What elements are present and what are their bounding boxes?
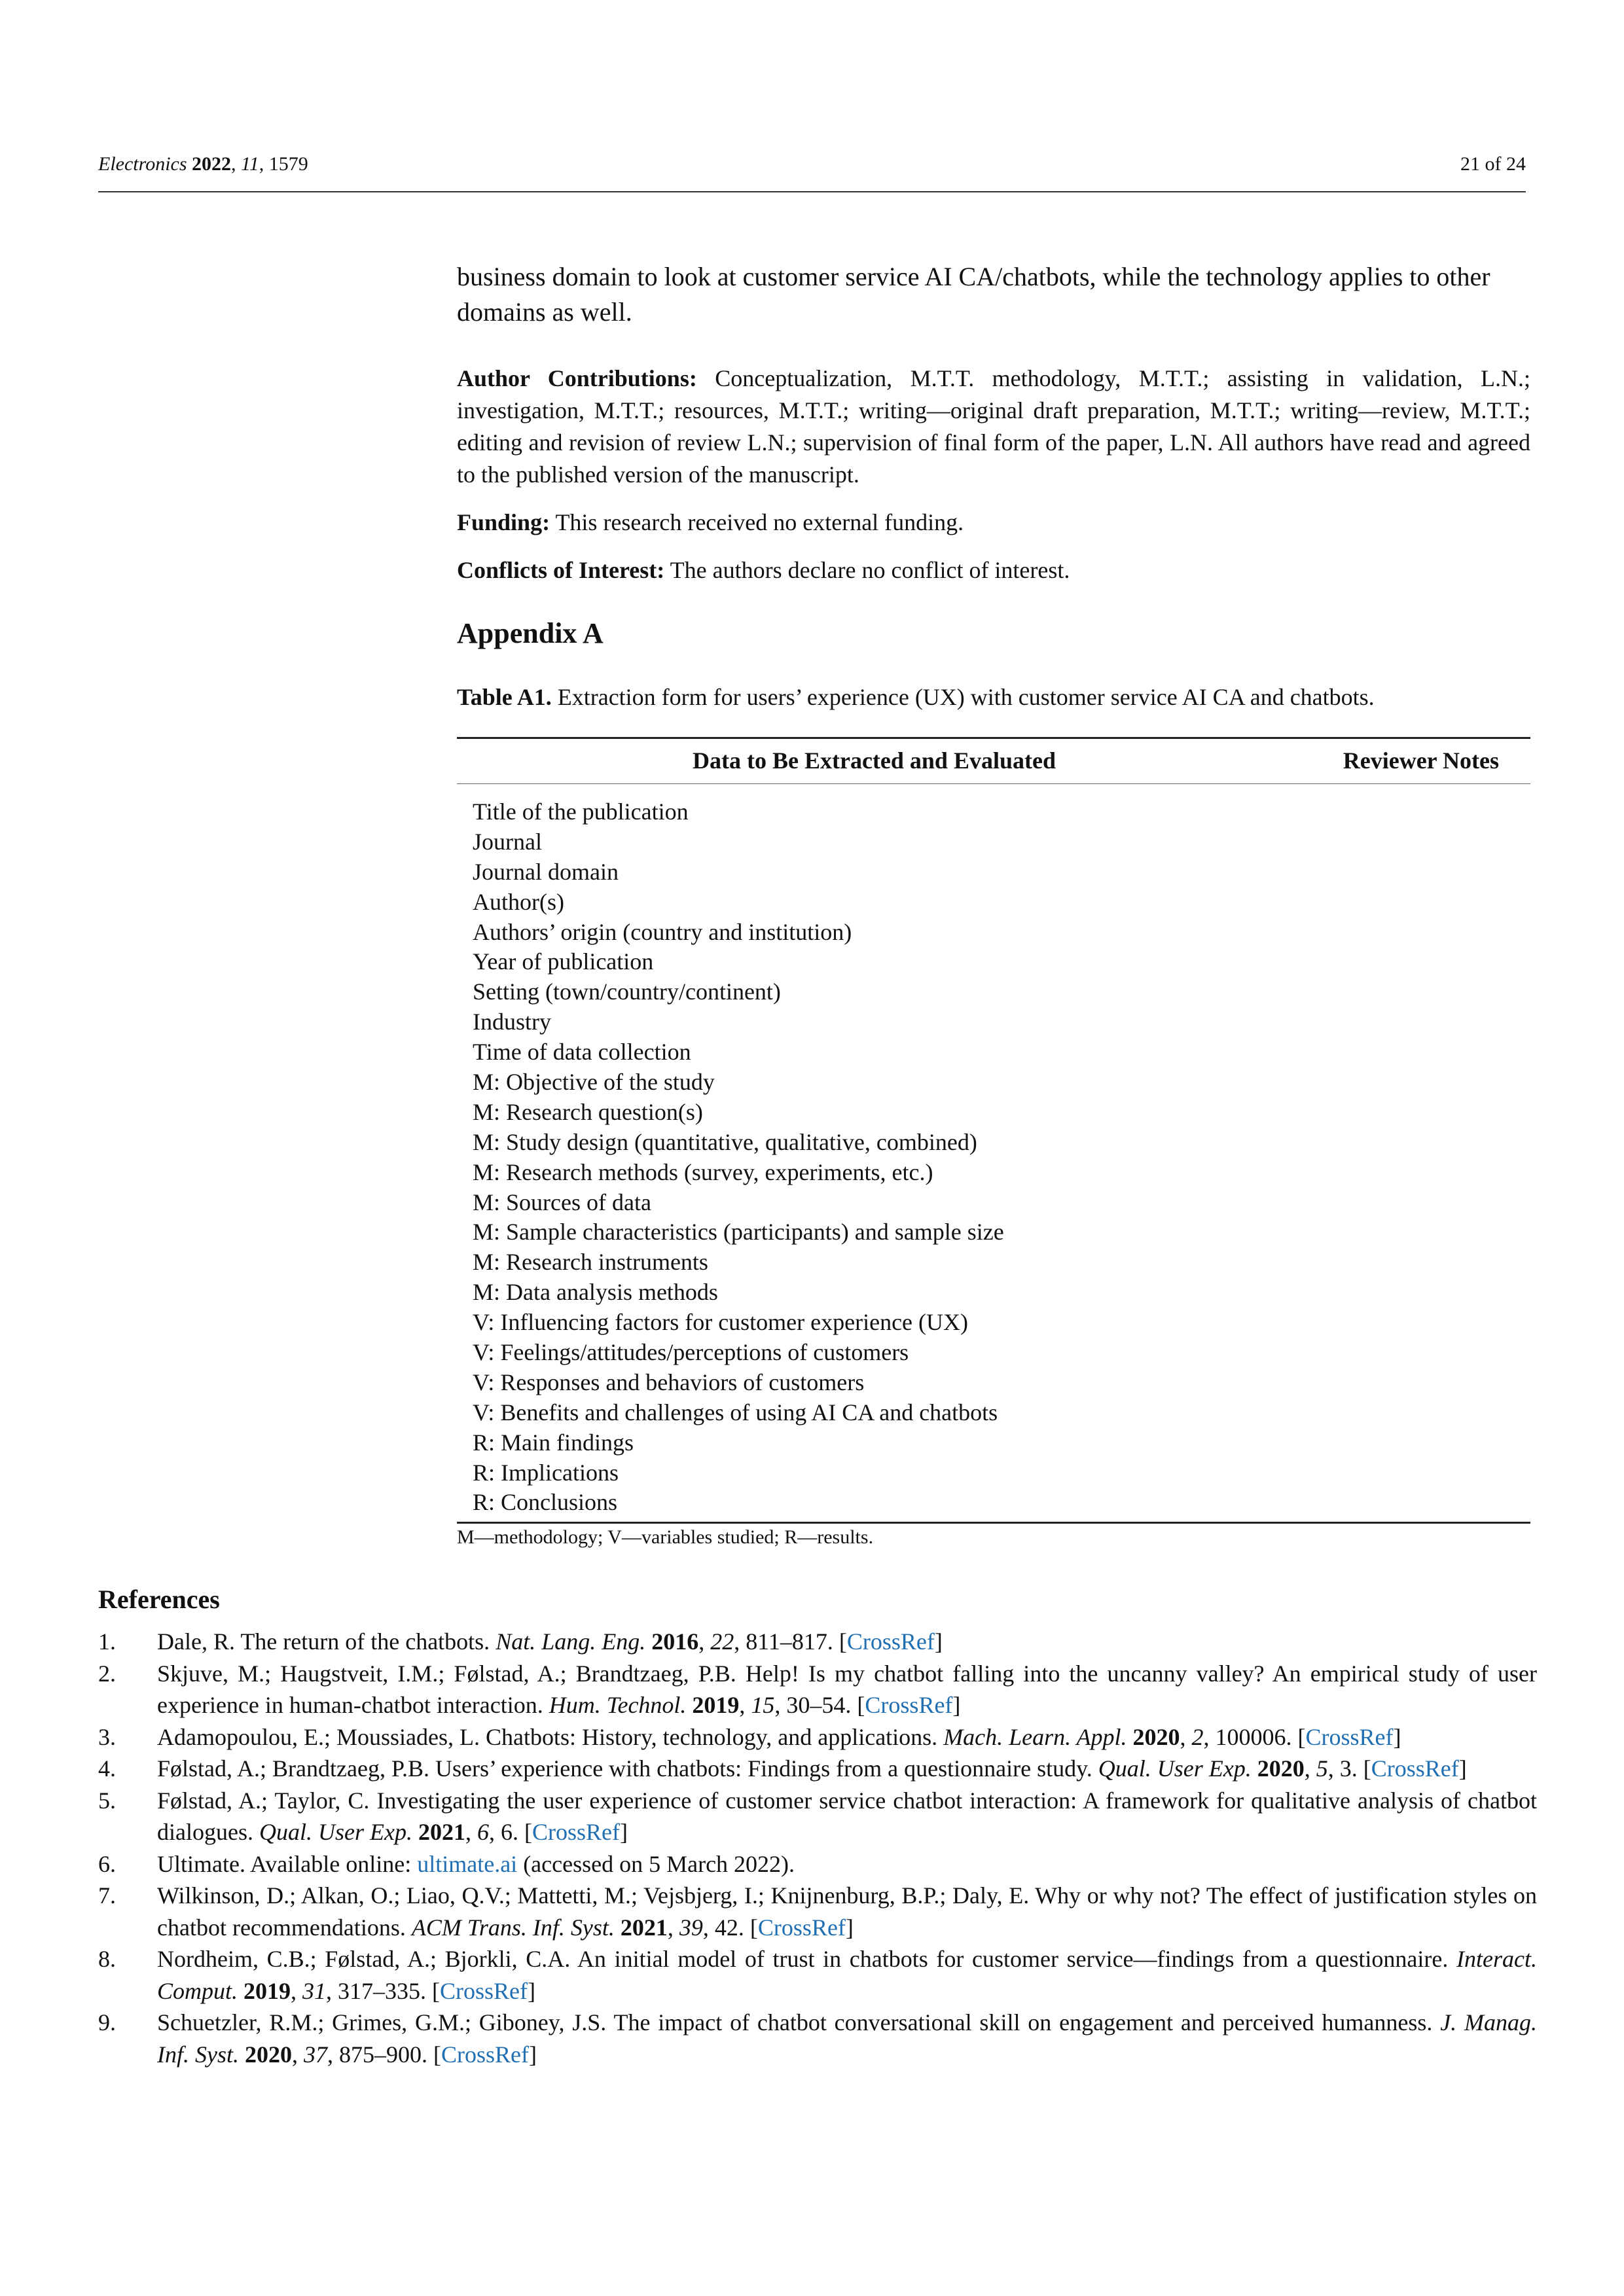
reference-text-segment [412,1819,418,1845]
reference-italic: 37 [303,2041,327,2068]
table-row: R: Implications [473,1459,619,1486]
page-number: 21 of 24 [1460,153,1526,175]
conflicts-statement [457,554,1530,586]
reference-text-segment: , 317–335. [ [326,1977,441,2004]
reference-text-segment: ] [528,2041,537,2068]
reference-text [157,1658,1537,1721]
table-row: Industry [473,1009,551,1035]
reference-link[interactable]: ultimate.ai [417,1850,518,1877]
reference-italic: Hum. Technol. [549,1692,687,1718]
table-row: M: Objective of the study [473,1069,715,1096]
reference-link[interactable]: CrossRef [532,1819,620,1845]
extraction-table [457,737,1530,1549]
reference-text-segment: ] [1393,1723,1401,1750]
reference-text-segment: , 811–817. [ [734,1628,847,1655]
table-footnote: M—methodology; V—variables studied; R—results. [457,1526,874,1549]
reference-text-segment [238,1978,244,2004]
reference-text-segment: , [1180,1723,1192,1750]
journal-year: 2022 [192,153,232,175]
reference-number: 3. [98,1723,116,1750]
table-row: V: Responses and behaviors of customers [473,1369,865,1395]
reference-text-segment [1252,1755,1257,1782]
table-header-row [457,739,1530,783]
reference-item [98,2007,1537,2070]
author-contributions-text: Conceptualization, M.T.T. methodology, M.T.T.; assisting in validation, L.N.; investigation, M.T.T.; resources, M.T.T.; writing—original draft preparation, M.T.T.; writing—review, M.T.T.; editing and revision of review L.N.; supervision of final form of the paper, L.N. All authors have read and agreed to the published version of the manuscript. [457,365,1531,488]
reference-italic: J. Manag. Inf. Syst. [157,2009,1537,2068]
reference-number: 6. [98,1850,116,1877]
reference-italic: 5 [1316,1755,1328,1782]
reference-text [157,1753,1537,1785]
funding-statement [457,507,1530,539]
reference-item [98,1721,1537,1753]
reference-number: 9. [98,2009,116,2036]
table-caption-text: Extraction form for users’ experience (UX) with customer service AI CA and chatbots. [557,684,1375,710]
reference-number: 5. [98,1787,116,1814]
table-row: Year of publication [473,948,654,975]
reference-text-segment: Schuetzler, R.M.; Grimes, G.M.; Giboney, J.S. The impact of chatbot conversational skill on engagement and perceived humanness. [157,2009,1441,2036]
reference-text [157,1626,1537,1658]
reference-text-segment: Skjuve, M.; Haugstveit, I.M.; Følstad, A.; Brandtzaeg, P.B. Help! Is my chatbot falling into the uncanny valley? An empirical study of user experience in human-chatbot interaction. [157,1660,1537,1718]
reference-text-segment: , [698,1628,711,1655]
reference-text-segment [1127,1724,1133,1750]
reference-link[interactable]: CrossRef [1305,1723,1394,1750]
journal-name: Electronics [98,153,187,175]
reference-year: 2016 [651,1628,699,1655]
reference-link[interactable]: CrossRef [441,2041,529,2068]
reference-text-segment: ] [528,1977,536,2004]
reference-italic: Qual. User Exp. [259,1819,412,1845]
reference-text [157,1848,1537,1880]
table-row: M: Research instruments [473,1249,708,1276]
reference-item [98,1753,1537,1785]
reference-number: 4. [98,1755,116,1782]
reference-item [98,1658,1537,1721]
references-heading: References [98,1585,220,1614]
reference-italic: 39 [679,1914,703,1941]
journal-volume: 11 [241,153,259,175]
reference-text-segment: Nordheim, C.B.; Følstad, A.; Bjorkli, C.A. An initial model of trust in chatbots for customer service—findings from a questionnaire. [157,1946,1457,1972]
reference-year: 2021 [620,1914,668,1941]
author-contributions-label: Author Contributions: [457,365,697,391]
reference-link[interactable]: CrossRef [757,1914,846,1941]
back-matter [457,363,1530,586]
table-body [457,784,1530,1522]
table-row: Journal [473,828,542,855]
table-row: V: Influencing factors for customer experience (UX) [473,1309,969,1336]
reference-link[interactable]: CrossRef [846,1628,935,1655]
references-list [98,1626,1537,2070]
reference-item [98,1785,1537,1848]
reference-italic: Interact. Comput. [157,1946,1537,2004]
author-contributions [457,363,1530,491]
article-number: 1579 [268,153,308,175]
reference-text-segment: , 100006. [ [1203,1723,1306,1750]
reference-text-segment [615,1914,621,1941]
reference-text-segment: Ultimate. Available online: [157,1850,418,1877]
reference-number: 7. [98,1882,116,1909]
reference-text-segment: (accessed on 5 March 2022). [517,1850,795,1877]
reference-text-segment: , [739,1692,751,1718]
reference-italic: Nat. Lang. Eng. [496,1628,646,1655]
reference-link[interactable]: CrossRef [440,1977,528,2004]
reference-italic: 6 [477,1819,489,1845]
reference-number: 2. [98,1660,116,1687]
reference-text-segment: ] [619,1819,628,1845]
reference-text [157,1880,1537,1943]
table-label: Table A1. [457,684,552,710]
reference-year: 2020 [1257,1755,1305,1782]
table-row: V: Feelings/attitudes/perceptions of customers [473,1339,909,1366]
reference-item [98,1943,1537,2007]
table-row: Title of the publication [473,798,689,825]
reference-text-segment: ] [952,1692,961,1718]
reference-text [157,1785,1537,1848]
appendix-heading: Appendix A [457,617,604,649]
table-row: Setting (town/country/continent) [473,978,781,1005]
table-bottom-rule [457,1522,1530,1524]
reference-year: 2020 [244,2041,292,2068]
reference-text-segment: , [465,1819,477,1845]
reference-link[interactable]: CrossRef [1371,1755,1459,1782]
reference-text-segment: , [291,2041,304,2068]
reference-text-segment: Følstad, A.; Brandtzaeg, P.B. Users’ experience with chatbots: Findings from a questionnaire study. [157,1755,1098,1782]
funding-label: Funding: [457,509,550,535]
body-continuation [457,259,1530,330]
reference-italic: 31 [302,1977,327,2004]
reference-text-segment [645,1628,651,1655]
reference-text-segment: Adamopoulou, E.; Moussiades, L. Chatbots: History, technology, and applications. [157,1723,944,1750]
reference-text-segment: Dale, R. The return of the chatbots. [157,1628,496,1655]
table-row: R: Conclusions [473,1489,618,1516]
table-row: M: Research methods (survey, experiments, etc.) [473,1158,933,1185]
continuation-paragraph: business domain to look at customer service AI CA/chatbots, while the technology applies to other domains as well. [457,262,1490,327]
reference-italic: Mach. Learn. Appl. [943,1723,1127,1750]
reference-text [157,2007,1537,2070]
reference-italic: 15 [751,1692,775,1718]
reference-text [157,1943,1537,2007]
table-row: Time of data collection [473,1039,691,1066]
reference-text-segment: , [1304,1755,1316,1782]
conflicts-label: Conflicts of Interest: [457,557,665,583]
reference-year: 2019 [692,1692,740,1718]
reference-text-segment: Følstad, A.; Taylor, C. Investigating the user experience of customer service chatbot interaction: A framework for qualitative analysis of chatbot dialogues. [157,1787,1537,1845]
table-row: Author(s) [473,888,564,915]
table-row: M: Sample characteristics (participants) and sample size [473,1219,1004,1246]
reference-italic: 2 [1191,1723,1204,1750]
reference-item [98,1848,1537,1880]
reference-text-segment: ] [1458,1755,1467,1782]
reference-text-segment: , [291,1977,303,2004]
reference-italic: Qual. User Exp. [1098,1755,1252,1782]
reference-text-segment: , 30–54. [ [774,1692,865,1718]
table-row: R: Main findings [473,1429,634,1456]
reference-item [98,1880,1537,1943]
reference-number: 8. [98,1946,116,1972]
reference-text-segment: Wilkinson, D.; Alkan, O.; Liao, Q.V.; Mattetti, M.; Vejsbjerg, I.; Knijnenburg, B.P.; Daly, E. Why or why not? The effect of justification styles on chatbot recommendations. [157,1882,1537,1941]
reference-year: 2019 [244,1977,291,2004]
reference-link[interactable]: CrossRef [865,1692,953,1718]
column-header-notes: Reviewer Notes [1343,747,1499,774]
reference-text-segment: , 6. [ [488,1819,532,1845]
table-row: Journal domain [473,858,619,885]
reference-item [98,1626,1537,1658]
funding-text: This research received no external funding. [555,509,964,535]
reference-year: 2020 [1132,1723,1180,1750]
reference-italic: ACM Trans. Inf. Syst. [411,1914,615,1941]
reference-text-segment: , 3. [ [1327,1755,1371,1782]
column-header-data: Data to Be Extracted and Evaluated [693,747,1056,774]
reference-text-segment [239,2041,245,2068]
reference-year: 2021 [418,1819,465,1845]
reference-italic: 22 [710,1628,734,1655]
table-row: M: Data analysis methods [473,1279,718,1306]
reference-text-segment: ] [934,1628,943,1655]
reference-text-segment: , [667,1914,679,1941]
table-row: M: Research question(s) [473,1098,703,1125]
conflicts-text: The authors declare no conflict of interest. [670,557,1070,583]
reference-text [157,1721,1537,1753]
reference-text-segment: , 42. [ [702,1914,758,1941]
journal-citation: Electronics 2022, 11, 1579 [98,153,308,175]
table-row: V: Benefits and challenges of using AI CA and chatbots [473,1399,998,1426]
table-row: M: Study design (quantitative, qualitative, combined) [473,1128,977,1155]
table-row: Authors’ origin (country and institution) [473,918,852,945]
page-header [98,148,1526,192]
table-row: M: Sources of data [473,1189,651,1215]
reference-text-segment: , 875–900. [ [327,2041,441,2068]
table-caption [457,683,1375,711]
reference-text-segment: ] [845,1914,854,1941]
reference-number: 1. [98,1628,116,1655]
